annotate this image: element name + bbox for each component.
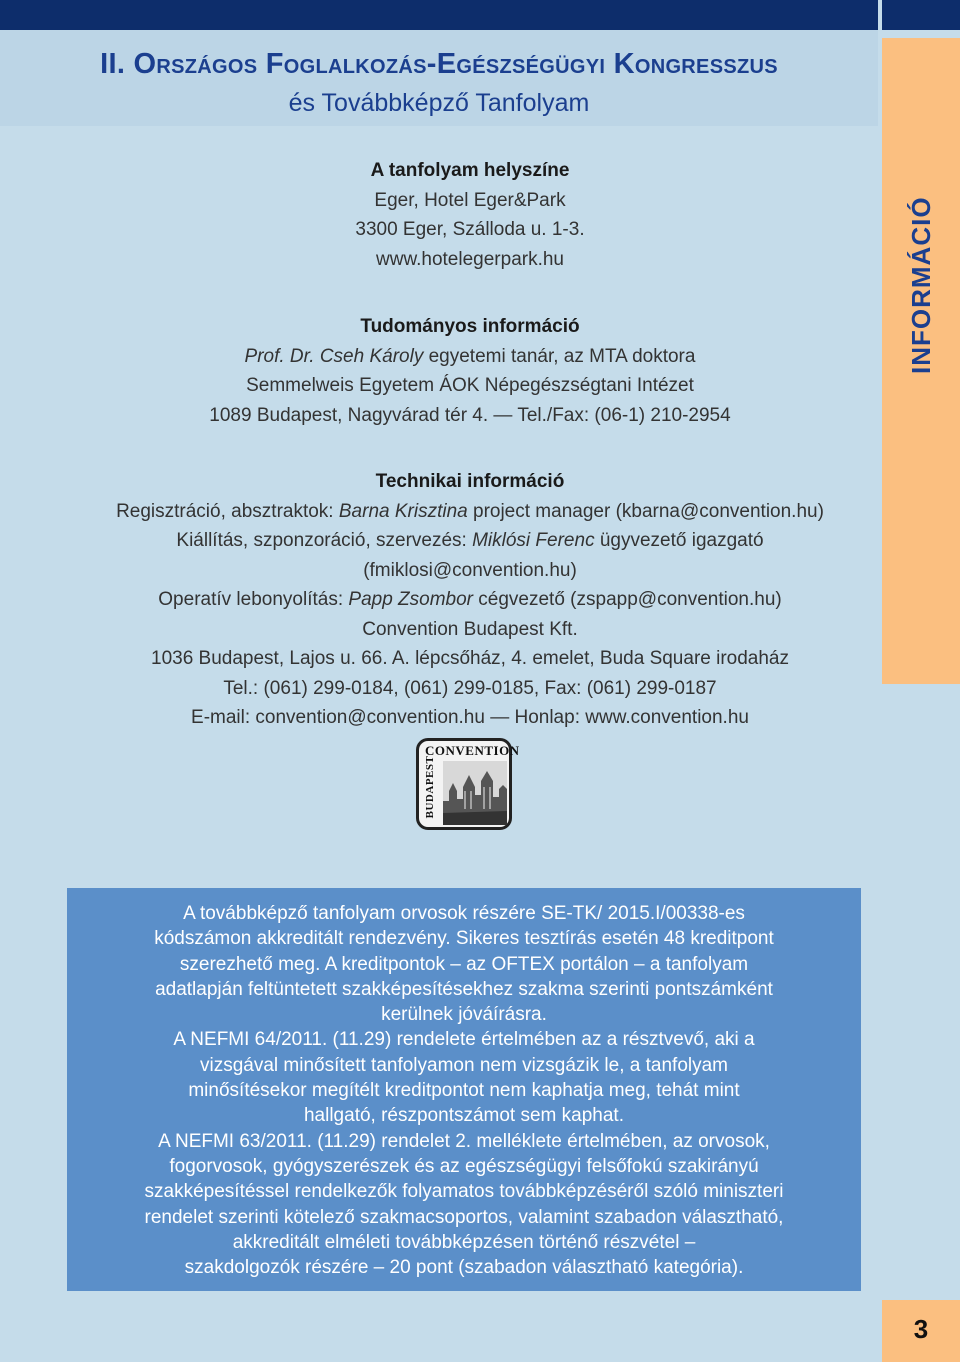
top-bar bbox=[0, 0, 878, 30]
logo-side-text: BUDAPEST bbox=[424, 755, 436, 819]
accreditation-notice bbox=[67, 888, 861, 1291]
notice-line: szakdolgozók részére – 20 pont (szabadon választható kategória). bbox=[184, 1257, 744, 1279]
side-tab-label: INFORMÁCIÓ bbox=[906, 196, 936, 374]
logo-top-text: CONVENTION bbox=[425, 743, 520, 758]
exhibition-name: Miklósi Ferenc bbox=[472, 530, 595, 551]
venue-section bbox=[60, 156, 880, 274]
company-phone: Tel.: (061) 299-0184, (061) 299-0185, Fax: (061) 299-0187 bbox=[223, 677, 717, 699]
venue-heading: A tanfolyam helyszíne bbox=[370, 160, 570, 181]
technical-heading: Technikai információ bbox=[375, 471, 565, 492]
notice-line: kódszámon akkreditált rendezvény. Sikeres tesztírás esetén 48 kreditpont bbox=[154, 928, 774, 950]
registration-contact bbox=[60, 497, 880, 527]
company-address: 1036 Budapest, Lajos u. 66. A. lépcsőház, 4. emelet, Buda Square irodaház bbox=[151, 648, 789, 669]
page-subtitle: és Továbbképző Tanfolyam bbox=[288, 89, 590, 117]
page-number: 3 bbox=[882, 1300, 960, 1362]
notice-line: rendelet szerinti kötelező szakmacsoportos, valamint szabadon választható, bbox=[144, 1206, 784, 1228]
notice-line: A NEFMI 64/2011. (11.29) rendelete értelmében az a résztvevő, aki a bbox=[173, 1029, 755, 1051]
venue-link[interactable]: www.hotelegerpark.hu bbox=[376, 248, 564, 270]
header bbox=[0, 30, 878, 126]
venue-line: Eger, Hotel Eger&Park bbox=[374, 189, 566, 211]
scientific-address: 1089 Budapest, Nagyvárad tér 4. — Tel./Fax: (06-1) 210-2954 bbox=[209, 404, 731, 426]
scientific-institute: Semmelweis Egyetem ÁOK Népegészségtani Intézet bbox=[246, 375, 694, 396]
notice-line: minősítésekor megítélt kreditpontot nem kaphatja meg, tehát mint bbox=[188, 1080, 740, 1102]
operations-contact bbox=[60, 585, 880, 615]
scientific-contact-title: egyetemi tanár, az MTA doktora bbox=[423, 345, 696, 367]
cityscape-icon bbox=[443, 761, 507, 825]
notice-line: A továbbképző tanfolyam orvosok részére SE-TK/ 2015.I/00338-es bbox=[183, 903, 745, 924]
exhibition-contact bbox=[60, 526, 880, 556]
notice-text bbox=[77, 901, 851, 1280]
scientific-section bbox=[60, 312, 880, 430]
operations-name: Papp Zsombor bbox=[348, 589, 474, 610]
top-bar-corner bbox=[882, 0, 960, 30]
registration-details: project manager (kbarna@convention.hu) bbox=[467, 500, 824, 522]
side-tab bbox=[882, 38, 960, 684]
company-name: Convention Budapest Kft. bbox=[362, 618, 578, 640]
exhibition-details: ügyvezető igazgató bbox=[594, 530, 764, 551]
scientific-heading: Tudományos információ bbox=[360, 316, 580, 337]
scientific-contact bbox=[60, 342, 880, 372]
notice-line: fogorvosok, gyógyszerészek és az egészségügyi felsőfokú szakirányú bbox=[169, 1155, 759, 1177]
notice-line: A NEFMI 63/2011. (11.29) rendelet 2. melléklete értelmében, az orvosok, bbox=[158, 1130, 770, 1152]
notice-line: szakképesítéssel rendelkezők folyamatos továbbképzéséről szóló miniszteri bbox=[144, 1181, 784, 1203]
scientific-contact-name: Prof. Dr. Cseh Károly bbox=[244, 345, 424, 367]
venue-line: 3300 Eger, Szálloda u. 1-3. bbox=[355, 219, 585, 240]
notice-line: szerezhető meg. A kreditpontok – az OFTEX portálon – a tanfolyam bbox=[179, 953, 749, 975]
convention-budapest-logo bbox=[416, 738, 520, 830]
notice-line: adatlapján feltüntetett szakképesítésekhez szakma szerinti pontszámként bbox=[155, 978, 773, 1000]
registration-label: Regisztráció, absztraktok: bbox=[116, 500, 339, 522]
exhibition-label: Kiállítás, szponzoráció, szervezés: bbox=[176, 530, 473, 551]
operations-label: Operatív lebonyolítás: bbox=[158, 589, 349, 610]
exhibition-email: (fmiklosi@convention.hu) bbox=[363, 559, 577, 581]
technical-section bbox=[60, 467, 880, 733]
page-title: II. Országos Foglalkozás-Egészségügyi Kongresszus bbox=[100, 48, 778, 80]
registration-name: Barna Krisztina bbox=[338, 500, 468, 522]
notice-line: akkreditált elméleti továbbképzésen történő részvétel – bbox=[232, 1231, 696, 1253]
notice-line: hallgató, részpontszámot sem kaphat. bbox=[303, 1105, 624, 1127]
operations-details: cégvezető (zspapp@convention.hu) bbox=[473, 589, 782, 610]
notice-line: vizsgával minősített tanfolyamon nem vizsgázik le, a tanfolyam bbox=[199, 1054, 728, 1076]
notice-line: kerülnek jóváírásra. bbox=[381, 1004, 547, 1026]
company-email: E-mail: convention@convention.hu — Honlap: www.convention.hu bbox=[191, 707, 749, 728]
